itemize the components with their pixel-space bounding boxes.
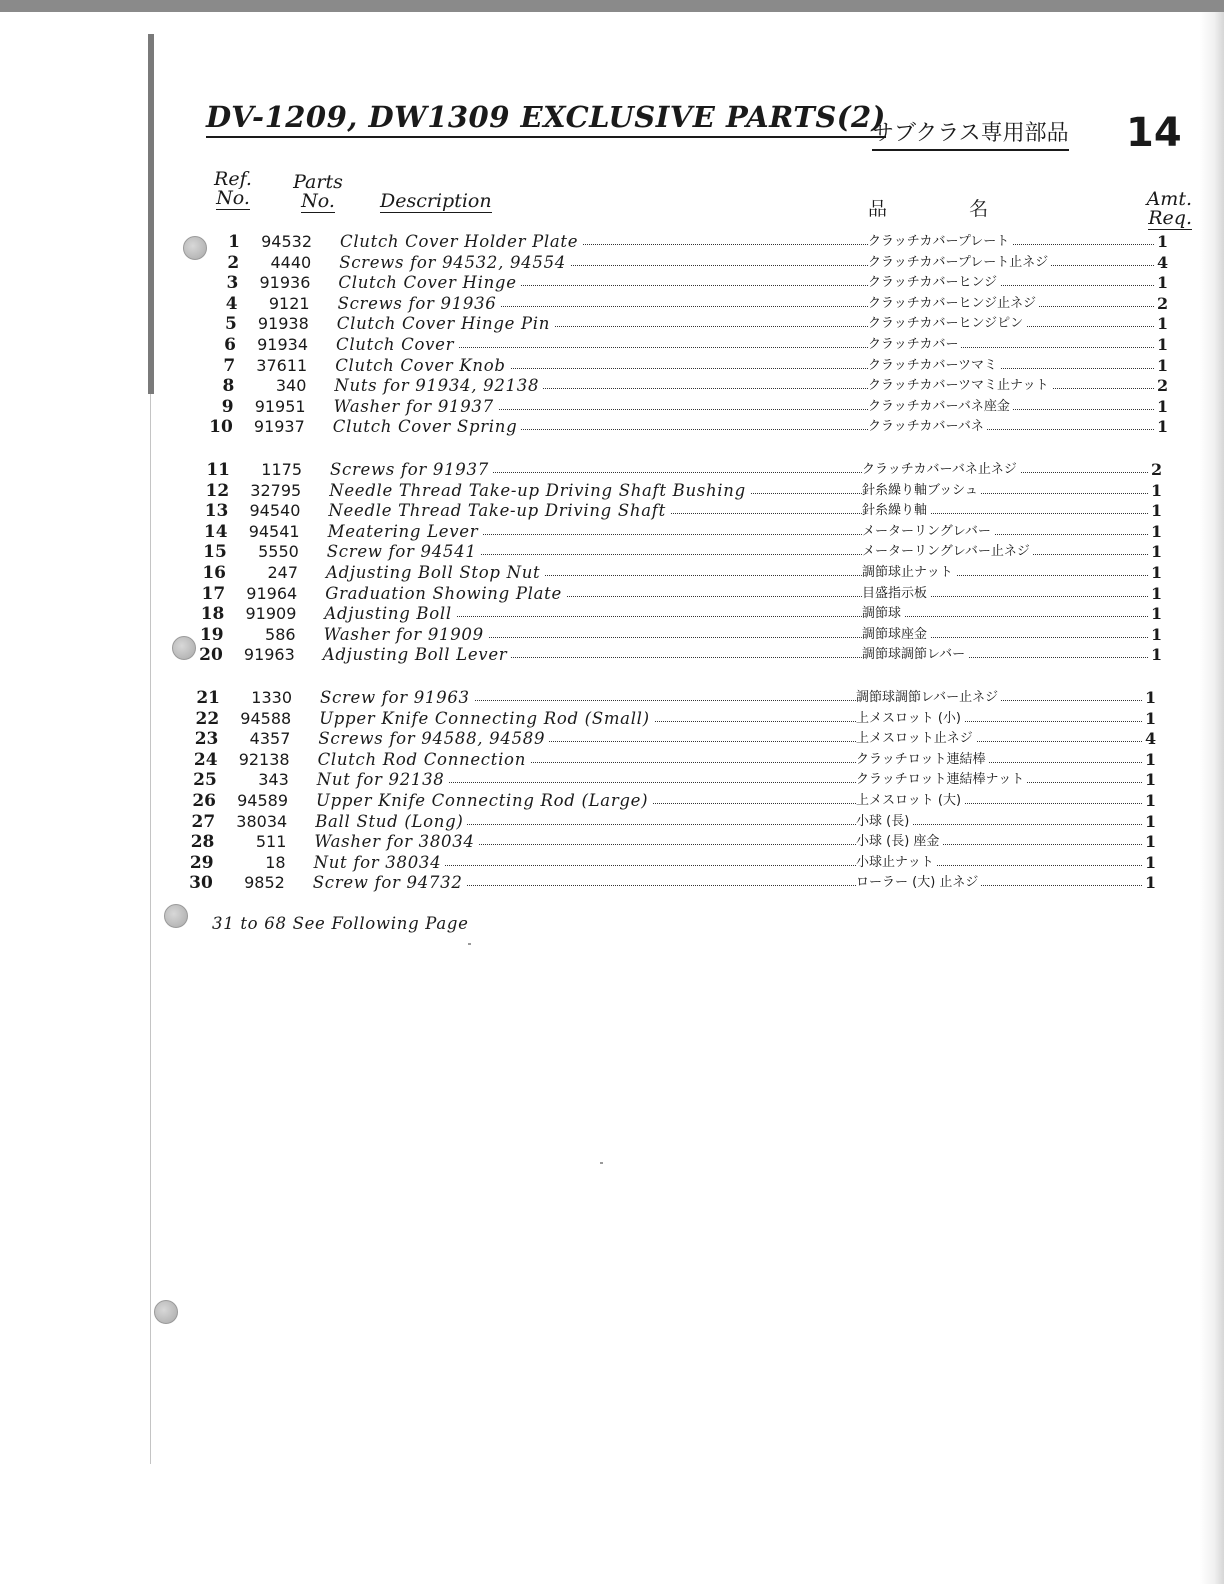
parts-row <box>194 397 1190 417</box>
ref-number: 1 <box>228 232 240 252</box>
part-description: Adjusting Boll <box>324 604 455 624</box>
ref-number: 9 <box>221 396 234 417</box>
part-name-japanese: 上メスロット止ネジ <box>856 729 976 749</box>
parts-row <box>186 563 1190 583</box>
column-header-jp-char-2: 名 <box>969 198 989 220</box>
part-name-japanese: クラッチカバー <box>868 335 961 355</box>
part-description: Adjusting Boll Stop Nut <box>326 563 544 583</box>
ref-number: 4 <box>225 293 238 314</box>
part-name-japanese: メーターリングレバー <box>862 522 994 542</box>
part-description: Clutch Cover Spring <box>333 417 522 437</box>
part-name-japanese: クラッチカバーツマミ <box>868 356 1000 376</box>
ref-number: 25 <box>193 770 217 791</box>
part-name-japanese: 調節球 <box>862 604 904 624</box>
parts-row <box>197 314 1190 334</box>
quantity-required: 1 <box>1148 542 1162 562</box>
part-description: Screw for 91963 <box>320 688 474 708</box>
ref-number: 30 <box>189 873 213 894</box>
part-name-japanese: クラッチロット連結棒 <box>856 750 988 770</box>
part-description: Needle Thread Take-up Driving Shaft Bushing <box>329 481 750 501</box>
quantity-required: 2 <box>1154 376 1168 396</box>
dot-leader <box>336 347 1154 348</box>
part-description: Screws for 91937 <box>330 460 493 480</box>
page-number: 14 <box>1126 110 1182 156</box>
ref-number: 7 <box>223 355 236 376</box>
column-header-amt-line2: Req. <box>1148 207 1192 229</box>
page-title: DV-1209, DW1309 EXCLUSIVE PARTS(2) <box>206 100 886 138</box>
part-number: 91909 <box>245 604 297 624</box>
part-name-japanese: 調節球座金 <box>862 625 930 645</box>
part-description: Nut for 38034 <box>314 853 446 873</box>
part-number: 1330 <box>251 688 292 707</box>
part-name-japanese: ローラー (大) 止ネジ <box>856 873 981 893</box>
part-number: 247 <box>267 563 298 582</box>
ref-number: 29 <box>189 852 214 873</box>
part-name-japanese: クラッチカバーバネ止ネジ <box>862 460 1020 480</box>
part-description: Meatering Lever <box>328 522 483 542</box>
parts-row <box>188 501 1190 521</box>
ref-number: 18 <box>200 604 225 625</box>
punch-hole <box>154 1300 178 1324</box>
part-number: 18 <box>265 852 286 872</box>
ref-number: 24 <box>193 749 218 770</box>
quantity-required: 1 <box>1142 770 1156 790</box>
ref-number: 12 <box>205 480 230 501</box>
column-header-parts-line1: Parts <box>293 171 343 193</box>
parts-row <box>193 417 1190 437</box>
quantity-required: 1 <box>1148 522 1162 542</box>
part-number: 32795 <box>250 480 302 500</box>
part-number: 94588 <box>240 708 292 728</box>
part-number: 4440 <box>270 252 312 272</box>
part-name-japanese: 小球止ナット <box>856 853 937 873</box>
ref-number: 16 <box>202 563 226 583</box>
parts-row <box>188 522 1190 542</box>
ref-number: 8 <box>222 376 235 397</box>
ref-number: 19 <box>199 624 224 645</box>
scan-speck <box>468 943 471 945</box>
parts-row <box>176 791 1190 811</box>
column-header-description: Description <box>380 190 492 212</box>
quantity-required: 1 <box>1154 232 1168 252</box>
quantity-required: 2 <box>1154 294 1168 314</box>
quantity-required: 1 <box>1154 397 1168 417</box>
part-name-japanese: 小球 (長) <box>856 812 912 832</box>
ref-number: 28 <box>190 832 215 853</box>
part-number: 38034 <box>236 811 288 831</box>
parts-row <box>187 542 1190 562</box>
quantity-required: 1 <box>1154 273 1168 293</box>
parts-row <box>189 481 1190 501</box>
part-description: Washer for 91909 <box>324 625 488 645</box>
part-name-japanese: 調節球調節レバー止ネジ <box>856 688 1001 708</box>
quantity-required: 4 <box>1142 729 1156 749</box>
quantity-required: 1 <box>1142 873 1156 893</box>
scan-top-edge <box>0 0 1224 12</box>
part-number: 9121 <box>268 293 310 313</box>
part-number: 94589 <box>237 791 288 810</box>
part-description: Screws for 94588, 94589 <box>318 729 549 749</box>
parts-row <box>199 253 1190 273</box>
quantity-required: 1 <box>1154 417 1168 437</box>
part-description: Screw for 94732 <box>313 873 467 893</box>
parts-row <box>198 273 1190 293</box>
ref-number: 10 <box>209 417 233 438</box>
part-number: 94532 <box>261 232 312 251</box>
quantity-required: 1 <box>1142 688 1156 708</box>
part-number: 94541 <box>248 521 300 541</box>
part-number: 9852 <box>244 873 285 893</box>
part-name-japanese: クラッチカバーヒンジ <box>868 273 1000 293</box>
parts-row <box>178 729 1190 749</box>
parts-row <box>200 232 1190 252</box>
quantity-required: 1 <box>1154 356 1168 376</box>
ref-number: 27 <box>191 811 216 832</box>
quantity-required: 1 <box>1142 709 1156 729</box>
column-header-parts-line2: No. <box>301 190 335 212</box>
part-number: 37611 <box>256 355 308 375</box>
quantity-required: 1 <box>1148 584 1162 604</box>
ref-number: 17 <box>201 583 226 604</box>
parts-row <box>190 460 1190 480</box>
part-name-japanese: 上メスロット (大) <box>856 791 964 811</box>
column-header-parts-no <box>282 173 354 211</box>
quantity-required: 1 <box>1142 812 1156 832</box>
ref-number: 15 <box>203 542 227 563</box>
ref-number: 22 <box>195 708 220 729</box>
part-name-japanese: クラッチカバーバネ座金 <box>868 397 1013 417</box>
ref-number: 23 <box>194 729 219 750</box>
parts-row <box>179 709 1190 729</box>
continuation-note: 31 to 68 See Following Page <box>212 914 469 933</box>
parts-row <box>178 750 1190 770</box>
column-header-ref-no <box>205 170 261 208</box>
part-number: 91938 <box>257 314 309 334</box>
part-name-japanese: クラッチロット連結棒ナット <box>856 770 1027 790</box>
part-description: Clutch Cover <box>336 335 458 355</box>
quantity-required: 1 <box>1142 750 1156 770</box>
part-name-japanese: 目盛指示板 <box>862 584 930 604</box>
part-number: 1175 <box>261 460 302 479</box>
part-name-japanese: 針糸繰り軸ブッシュ <box>862 481 981 501</box>
ref-number: 11 <box>206 460 230 480</box>
parts-row <box>174 853 1190 873</box>
ref-number: 2 <box>227 252 240 273</box>
quantity-required: 1 <box>1142 832 1156 852</box>
part-name-japanese: 上メスロット (小) <box>856 709 964 729</box>
column-header-amt-line1: Amt. <box>1146 188 1192 210</box>
part-description: Clutch Cover Hinge Pin <box>337 314 554 334</box>
part-name-japanese: 小球 (長) 座金 <box>856 832 942 852</box>
part-number: 4357 <box>249 729 291 749</box>
quantity-required: 4 <box>1154 253 1168 273</box>
part-description: Clutch Cover Knob <box>335 356 509 376</box>
scan-speck <box>600 1162 603 1164</box>
ref-number: 21 <box>196 688 220 708</box>
scan-right-edge <box>1200 12 1224 1584</box>
part-number: 91964 <box>246 583 298 603</box>
part-number: 92138 <box>238 749 290 769</box>
part-name-japanese: クラッチカバーツマミ止ナット <box>868 376 1052 396</box>
part-description: Clutch Cover Hinge <box>338 273 520 293</box>
part-description: Screw for 94541 <box>327 542 481 562</box>
part-number: 91936 <box>259 273 311 293</box>
part-name-japanese: クラッチカバーヒンジ止ネジ <box>868 294 1039 314</box>
part-description: Screws for 91936 <box>338 294 501 314</box>
page-title-japanese: サブクラス専用部品 <box>872 116 1069 151</box>
part-description: Upper Knife Connecting Rod (Small) <box>319 709 654 729</box>
quantity-required: 1 <box>1148 604 1162 624</box>
part-name-japanese: クラッチカバーヒンジピン <box>868 314 1026 334</box>
binding-margin-line <box>148 34 154 394</box>
quantity-required: 1 <box>1148 625 1162 645</box>
part-description: Clutch Cover Holder Plate <box>340 232 582 252</box>
ref-number: 14 <box>203 521 228 542</box>
part-name-japanese: メーターリングレバー止ネジ <box>862 542 1033 562</box>
ref-number: 6 <box>224 335 236 355</box>
quantity-required: 1 <box>1148 501 1162 521</box>
ref-number: 26 <box>192 791 216 811</box>
parts-row <box>173 873 1190 893</box>
part-name-japanese: クラッチカバーバネ <box>868 417 987 437</box>
part-name-japanese: 調節球止ナット <box>862 563 956 583</box>
parts-row <box>184 604 1190 624</box>
ref-number: 5 <box>224 314 237 335</box>
quantity-required: 1 <box>1142 853 1156 873</box>
part-number: 5550 <box>258 542 299 562</box>
quantity-required: 1 <box>1148 481 1162 501</box>
part-number: 94540 <box>249 501 301 521</box>
part-number: 343 <box>258 770 289 790</box>
page-header <box>206 98 1196 158</box>
binding-margin-line-thin <box>150 394 151 1464</box>
quantity-required: 1 <box>1148 645 1162 665</box>
parts-row <box>180 688 1190 708</box>
quantity-required: 1 <box>1154 335 1168 355</box>
ref-number: 20 <box>199 645 223 666</box>
quantity-required: 1 <box>1154 314 1168 334</box>
parts-row <box>183 645 1190 665</box>
part-description: Upper Knife Connecting Rod (Large) <box>316 791 652 811</box>
part-name-japanese: 調節球調節レバー <box>862 645 968 665</box>
ref-number: 3 <box>226 273 239 294</box>
parts-row <box>198 294 1190 314</box>
part-description: Nut for 92138 <box>317 770 449 790</box>
part-number: 91951 <box>254 396 306 416</box>
parts-row <box>194 376 1190 396</box>
part-number: 511 <box>255 832 287 852</box>
part-description: Nuts for 91934, 92138 <box>334 376 543 396</box>
column-header-jp-char-1: 品 <box>868 198 888 220</box>
part-description: Screws for 94532, 94554 <box>339 253 570 273</box>
parts-row <box>196 335 1190 355</box>
part-number: 91937 <box>253 417 305 437</box>
part-name-japanese: クラッチカバープレート <box>868 232 1012 252</box>
parts-row <box>195 356 1190 376</box>
part-description: Clutch Rod Connection <box>318 750 530 770</box>
punch-hole <box>164 904 188 928</box>
quantity-required: 2 <box>1148 460 1162 480</box>
part-description: Needle Thread Take-up Driving Shaft <box>328 501 670 521</box>
parts-row <box>175 812 1190 832</box>
quantity-required: 1 <box>1142 791 1156 811</box>
parts-row <box>184 625 1190 645</box>
column-header-amount-required <box>1136 190 1192 228</box>
parts-row <box>185 584 1190 604</box>
column-header-ref-line1: Ref. <box>214 168 252 190</box>
parts-row <box>177 770 1190 790</box>
part-description: Washer for 38034 <box>314 832 478 852</box>
part-name-japanese: 針糸繰り軸 <box>862 501 930 521</box>
quantity-required: 1 <box>1148 563 1162 583</box>
part-description: Washer for 91937 <box>334 397 498 417</box>
column-header-japanese-name <box>868 200 988 219</box>
part-number: 586 <box>265 624 296 644</box>
part-description: Graduation Showing Plate <box>325 584 566 604</box>
column-header-ref-line2: No. <box>216 187 250 209</box>
part-number: 340 <box>275 376 307 396</box>
part-description: Adjusting Boll Lever <box>323 645 512 665</box>
part-number: 91963 <box>243 645 295 665</box>
part-number: 91934 <box>257 335 308 354</box>
part-name-japanese: クラッチカバープレート止ネジ <box>868 253 1051 273</box>
part-description: Ball Stud (Long) <box>315 812 467 832</box>
ref-number: 13 <box>204 501 229 522</box>
parts-row <box>174 832 1190 852</box>
